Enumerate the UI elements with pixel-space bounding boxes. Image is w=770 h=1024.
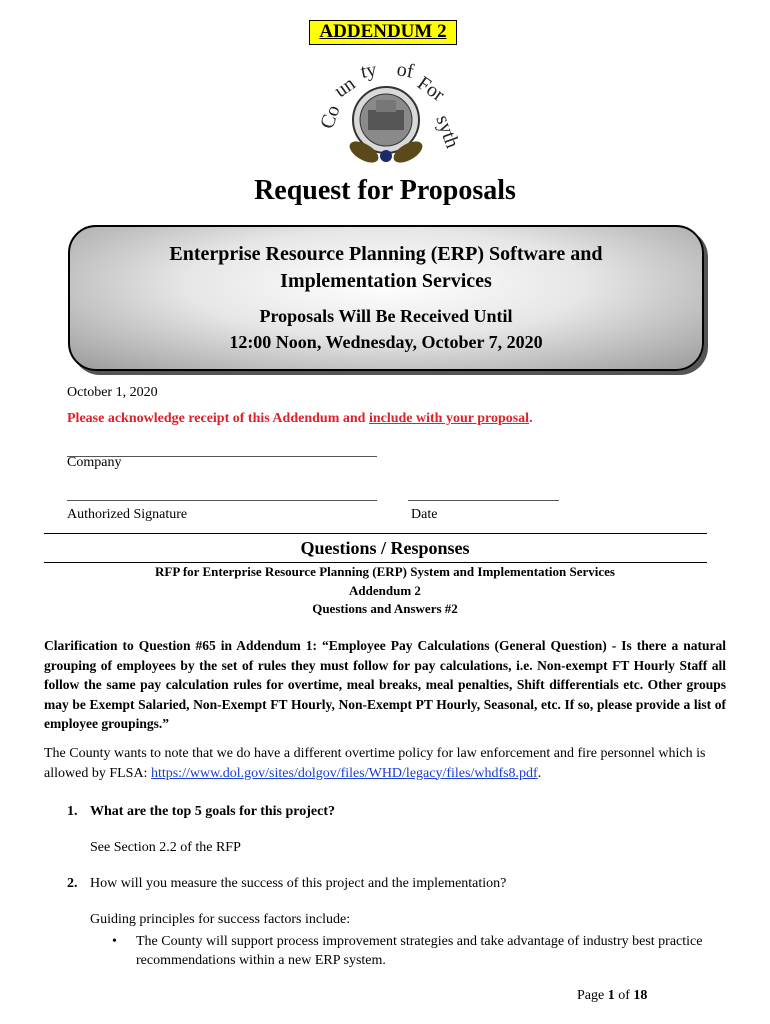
addendum-label: ADDENDUM 2: [309, 20, 457, 45]
question-2-number: 2.: [67, 876, 78, 891]
question-2: How will you measure the success of this project and the implementation?: [90, 876, 507, 891]
qa-heading: Questions / Responses: [300, 538, 470, 558]
date-line[interactable]: [408, 500, 559, 501]
page-total: 18: [633, 988, 648, 1003]
divider: [44, 533, 707, 534]
county-seal-logo: [316, 58, 464, 172]
svg-text:un: un: [330, 72, 360, 103]
qa-number: Questions and Answers #2: [312, 601, 458, 616]
svg-text:Co: Co: [316, 102, 345, 132]
page-of: of: [614, 988, 634, 1003]
page-title: Request for Proposals: [254, 175, 516, 206]
svg-text:ty: ty: [359, 58, 379, 83]
ack-text: Please acknowledge receipt of this Addendum and: [67, 411, 369, 426]
flsa-link[interactable]: https://www.dol.gov/sites/dolgov/files/WHD/legacy/files/whdfs8.pdf: [150, 765, 538, 781]
banner-title-2: Implementation Services: [280, 270, 492, 292]
qa-addendum: Addendum 2: [349, 583, 421, 598]
banner-title-1: Enterprise Resource Planning (ERP) Software and: [169, 243, 603, 265]
ack-end: .: [529, 411, 533, 426]
note-end: .: [537, 765, 542, 781]
note-text: The County wants to note that we do have a different overtime policy for law enforcement and fire personnel which is allowed by FLSA:: [44, 746, 706, 781]
answer-1: See Section 2.2 of the RFP: [90, 840, 241, 855]
svg-text:syth: syth: [431, 112, 464, 152]
signature-label: Authorized Signature: [67, 507, 188, 522]
qa-subtitle: RFP for Enterprise Resource Planning (ERP) System and Implementation Services: [155, 564, 615, 579]
acknowledge-notice: [67, 411, 533, 427]
banner-deadline-1: Proposals Will Be Received Until: [259, 306, 513, 326]
clarification-paragraph: Clarification to Question #65 in Addendum 1: “Employee Pay Calculations (General Question) - Is there a natural grouping of employees by the set of rules they must follow for pay calculations, i.e. Non-exempt FT Hourly Staff all follow the same pay calculation rules for overtime, meal breaks, meal penalties, Shift differentials etc. Other groups may be Exempt Salaried, Non-Exempt FT Hourly, Non-Exempt PT Hourly, Seasonal, etc. If so, please provide a list of employee groupings.”: [44, 638, 726, 731]
page-word: Page: [577, 988, 608, 1003]
overtime-note: [44, 744, 734, 783]
signature-line[interactable]: [67, 500, 377, 501]
list-item: [112, 932, 712, 970]
answer-2-intro: Guiding principles for success factors include:: [90, 912, 351, 927]
svg-text:For: For: [413, 72, 449, 107]
rfp-banner: [68, 225, 704, 371]
question-1: What are the top 5 goals for this project?: [90, 804, 335, 819]
ack-underlined: include with your proposal: [368, 411, 530, 426]
bullet-text: The County will support process improvement strategies and take advantage of industry best practice recommendations within a new ERP system.: [136, 934, 703, 968]
divider: [44, 562, 707, 563]
date-label: Date: [411, 507, 438, 522]
page-current: 1: [607, 988, 615, 1003]
document-date: October 1, 2020: [67, 385, 158, 400]
question-1-number: 1.: [67, 804, 78, 819]
bullet-icon: •: [112, 934, 117, 949]
banner-deadline-2: 12:00 Noon, Wednesday, October 7, 2020: [229, 332, 543, 352]
svg-text:of: of: [395, 58, 416, 83]
page-number: [577, 988, 647, 1004]
company-label: Company: [67, 455, 122, 470]
